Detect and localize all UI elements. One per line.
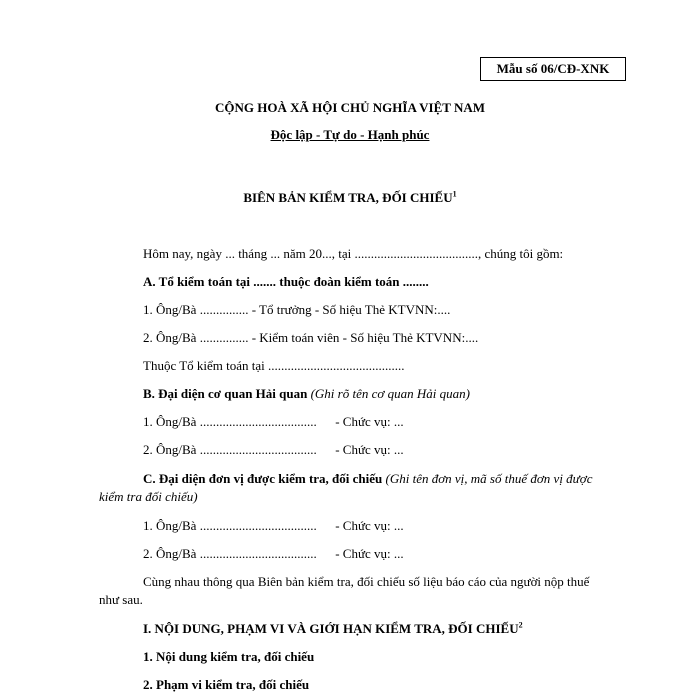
section-a-heading: A. Tổ kiểm toán tại ....... thuộc đoàn kiểm toán ........ xyxy=(143,274,429,289)
form-code-box xyxy=(480,57,626,81)
section-c-person-1 xyxy=(143,518,404,534)
section-b-person-2-role: - Chức vụ: ... xyxy=(335,442,404,457)
title-text: BIÊN BẢN KIỂM TRA, ĐỐI CHIẾU xyxy=(243,190,453,205)
section-b-person-1-role: - Chức vụ: ... xyxy=(335,414,404,429)
section-c-person-2-role: - Chức vụ: ... xyxy=(335,546,404,561)
part-1-heading-text: I. NỘI DUNG, PHẠM VI VÀ GIỚI HẠN KIỂM TRA, ĐỐI CHIẾU xyxy=(143,621,519,636)
section-a-member-2: 2. Ông/Bà ............... - Kiểm toán viên - Số hiệu Thẻ KTVNN:.... xyxy=(143,330,479,345)
section-a-belongs-to: Thuộc Tổ kiểm toán tại .......................................... xyxy=(143,358,405,373)
part-1-item-1: 1. Nội dung kiểm tra, đối chiếu xyxy=(143,649,315,664)
section-a-member-1: 1. Ông/Bà ............... - Tổ trưởng - Số hiệu Thẻ KTVNN:.... xyxy=(143,302,451,317)
agreement-line-2: như sau. xyxy=(99,592,143,607)
section-b-note: (Ghi rõ tên cơ quan Hải quan) xyxy=(310,386,470,401)
section-b-heading-line xyxy=(143,386,470,402)
national-title: CỘNG HOÀ XÃ HỘI CHỦ NGHĨA VIỆT NAM xyxy=(214,100,486,115)
section-c-heading-line xyxy=(143,471,592,487)
national-motto xyxy=(0,127,700,143)
section-c-person-1-name: 1. Ông/Bà .................................... xyxy=(143,518,317,533)
section-c-note-2: kiểm tra đối chiếu) xyxy=(99,489,198,504)
section-b-person-2 xyxy=(143,442,404,458)
title-footnote-marker: 1 xyxy=(452,189,457,199)
section-c-person-1-role: - Chức vụ: ... xyxy=(335,518,404,533)
agreement-line-1: Cùng nhau thông qua Biên bản kiểm tra, đối chiếu số liệu báo cáo của người nộp thuế xyxy=(143,574,590,589)
intro-line: Hôm nay, ngày ... tháng ... năm 20..., tại ......................................, chúng tôi gồm: xyxy=(143,246,564,261)
form-code: Mẫu số 06/CĐ-XNK xyxy=(496,61,610,76)
document-title xyxy=(0,190,700,206)
section-c-heading: C. Đại diện đơn vị được kiểm tra, đối chiếu xyxy=(143,471,383,486)
section-c-note-1: (Ghi tên đơn vị, mã số thuế đơn vị được xyxy=(385,471,593,486)
part-1-item-2: 2. Phạm vi kiểm tra, đối chiếu xyxy=(143,677,310,692)
part-1-heading xyxy=(143,621,523,637)
section-c-person-2 xyxy=(143,546,404,562)
section-c-person-2-name: 2. Ông/Bà .................................... xyxy=(143,546,317,561)
section-b-person-1-name: 1. Ông/Bà .................................... xyxy=(143,414,317,429)
section-b-person-2-name: 2. Ông/Bà .................................... xyxy=(143,442,317,457)
section-b-heading: B. Đại diện cơ quan Hải quan xyxy=(143,386,308,401)
motto-text: Độc lập - Tự do - Hạnh phúc xyxy=(270,127,430,142)
part-1-footnote-marker: 2 xyxy=(518,620,523,630)
section-b-person-1 xyxy=(143,414,404,430)
